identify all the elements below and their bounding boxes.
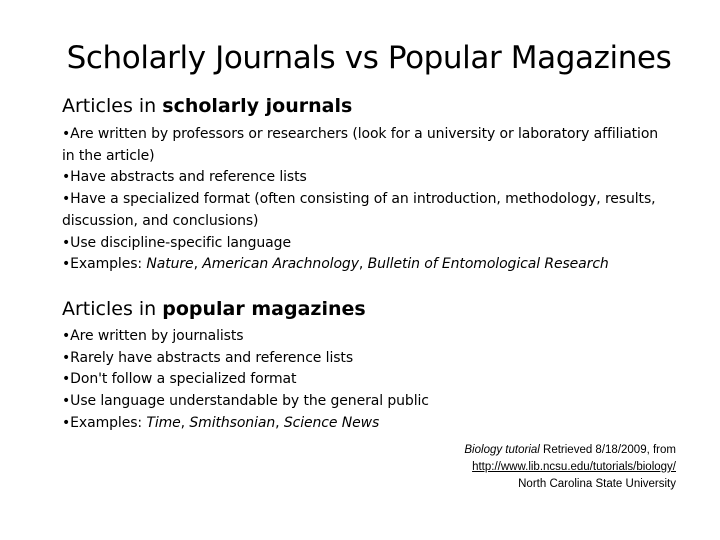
list-item: [62, 391, 672, 413]
list-item-text: Have a specialized format (often consisting of an introduction, methodology, results, discussion, and conclusions): [62, 191, 656, 229]
popular-heading-prefix: Articles in: [62, 298, 163, 320]
citation-institution: North Carolina State University: [518, 478, 676, 490]
example-title: Science News: [283, 414, 380, 431]
bullet: •: [62, 371, 71, 388]
scholarly-examples: [62, 254, 672, 276]
list-item: [62, 369, 672, 391]
examples-prefix: Examples:: [70, 256, 147, 273]
example-title: Time: [146, 414, 181, 431]
citation-retrieved: Retrieved 8/18/2009, from: [539, 444, 676, 456]
citation-work: Biology tutorial: [464, 444, 540, 456]
citation-line-2: [464, 459, 676, 476]
scholarly-heading-bold: scholarly journals: [162, 95, 353, 117]
list-item: [62, 326, 672, 348]
separator: ,: [358, 256, 368, 273]
list-item-text: Use language understandable by the general public: [70, 393, 429, 410]
list-item: [62, 167, 672, 189]
separator: ,: [193, 256, 203, 273]
scholarly-heading-prefix: Articles in: [62, 95, 163, 117]
example-title: Nature: [146, 256, 194, 273]
list-item-text: Rarely have abstracts and reference lists: [70, 349, 354, 366]
popular-heading-bold: popular magazines: [162, 298, 366, 320]
bullet: •: [62, 328, 71, 344]
example-title: Bulletin of Entomological Research: [367, 256, 609, 273]
scholarly-heading: [62, 95, 352, 117]
popular-examples: [62, 413, 672, 435]
example-title: Smithsonian: [189, 414, 276, 431]
list-item-text: Use discipline-specific language: [70, 234, 291, 251]
list-item: [62, 233, 672, 255]
list-item-text: Are written by professors or researchers (look for a university or laboratory affiliation in the article): [62, 126, 659, 164]
list-item-text: Are written by journalists: [70, 328, 244, 344]
popular-list: [62, 326, 672, 435]
citation-line-1: [464, 442, 676, 459]
list-item-text: Have abstracts and reference lists: [70, 169, 307, 186]
example-title: American Arachnology: [202, 256, 359, 273]
bullet: •: [62, 393, 71, 410]
list-item-text: Don't follow a specialized format: [70, 371, 297, 388]
bullet: •: [62, 126, 71, 142]
separator: ,: [180, 414, 190, 431]
popular-heading: [62, 298, 366, 320]
list-item: [62, 124, 672, 167]
bullet: •: [62, 349, 71, 366]
citation: [464, 442, 676, 493]
bullet: •: [62, 234, 71, 251]
slide-title: Scholarly Journals vs Popular Magazines: [66, 40, 672, 76]
examples-prefix: Examples:: [70, 414, 147, 431]
bullet: •: [62, 256, 71, 273]
separator: ,: [275, 414, 284, 431]
scholarly-list: [62, 124, 672, 276]
bullet: •: [62, 414, 71, 431]
list-item: [62, 348, 672, 370]
citation-url-link[interactable]: http://www.lib.ncsu.edu/tutorials/biology/: [472, 461, 676, 473]
bullet: •: [62, 191, 71, 208]
list-item: [62, 189, 672, 232]
bullet: •: [62, 169, 71, 186]
